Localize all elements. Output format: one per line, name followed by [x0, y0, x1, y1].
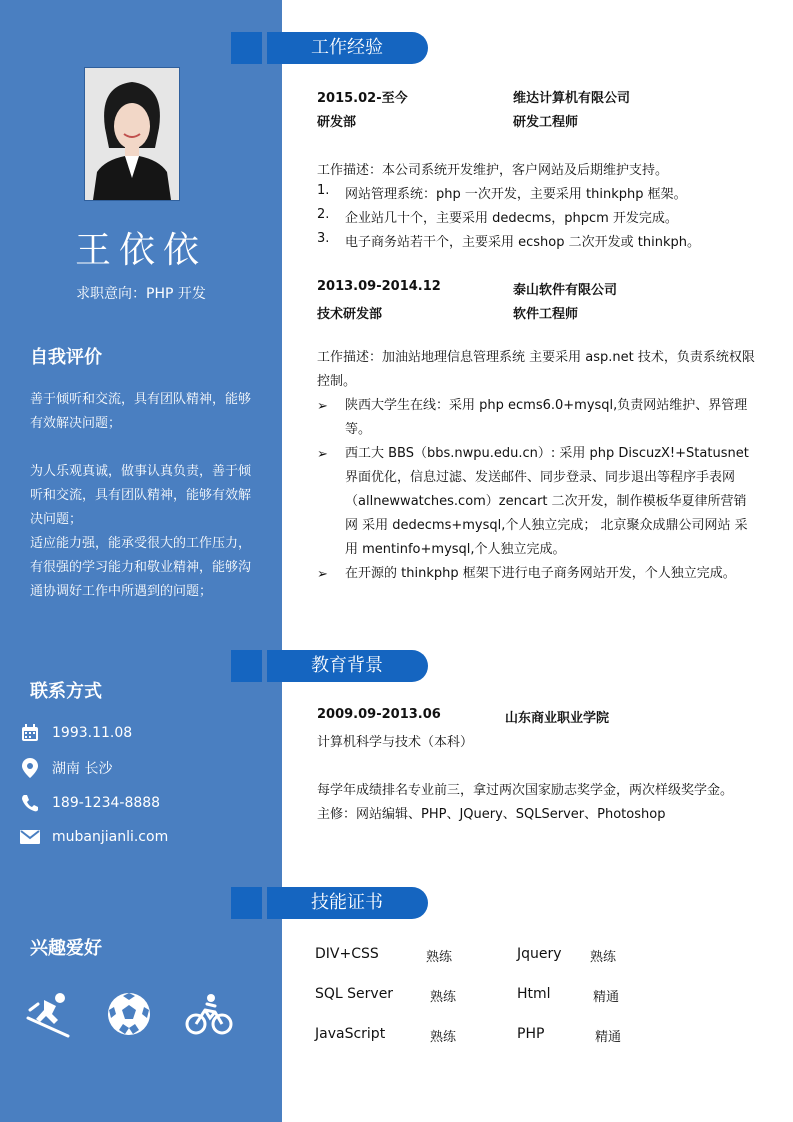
skill-level: 熟练	[430, 1030, 457, 1045]
skills-heading: 技能证书	[267, 887, 428, 919]
sidebar	[0, 0, 282, 1122]
contact-phone: 189-1234-8888	[52, 795, 161, 811]
job-1-role: 研发工程师	[513, 115, 579, 130]
self-eval-heading: 自我评价	[30, 347, 102, 368]
arrow-bullet-icon: ➢	[317, 399, 328, 414]
job-1-item-1-number: 1.	[317, 183, 330, 198]
hobbies-heading: 兴趣爱好	[30, 938, 102, 959]
skill-name: JavaScript	[315, 1026, 386, 1042]
skill-level: 熟练	[430, 990, 457, 1005]
job-1-item-1: 网站管理系统：php 一次开发，主要采用 thinkphp 框架。	[345, 187, 687, 202]
header-accent-block	[231, 887, 262, 919]
job-2-item-2: 西工大 BBS（bbs.nwpu.edu.cn）: 采用 php DiscuzX!+Statusnet 界面优化，信息过滤、发送邮件、同步登录、同步退出等程序手表网（allnewwatches.com）zencart 二次开发，制作模板华夏律所营销网 采用 dedecms+mysql,个人独立完成； 北京聚众成鼎公司网站 采用 mentinfo+mysql,个人独立完成。	[345, 446, 749, 557]
cycling-icon	[185, 990, 233, 1038]
education-school: 山东商业职业学院	[505, 711, 610, 726]
job-1-dept: 研发部	[317, 115, 357, 130]
job-2-desc: 工作描述：加油站地理信息管理系统 主要采用 asp.net 技术，负责系统权限控制。	[317, 350, 755, 389]
header-accent-block	[231, 32, 262, 64]
arrow-bullet-icon: ➢	[317, 447, 328, 462]
work-heading: 工作经验	[267, 32, 428, 64]
job-2-period: 2013.09-2014.12	[317, 279, 441, 294]
job-1-company: 维达计算机有限公司	[513, 91, 631, 106]
contact-location-row	[20, 756, 112, 780]
calendar-icon	[20, 723, 40, 743]
job-2-dept: 技术研发部	[317, 307, 383, 322]
job-1-period: 2015.02-至今	[317, 91, 408, 106]
phone-icon	[20, 793, 40, 813]
education-heading: 教育背景	[267, 650, 428, 682]
location-pin-icon	[20, 758, 40, 778]
skiing-icon	[24, 990, 72, 1038]
skill-name: PHP	[517, 1026, 545, 1042]
soccer-icon	[105, 990, 153, 1038]
job-2-role: 软件工程师	[513, 307, 579, 322]
contact-email: mubanjianli.com	[52, 829, 169, 845]
skill-name: Html	[517, 986, 551, 1002]
contact-birth-row	[20, 721, 132, 745]
self-eval-paragraph-3: 适应能力强，能承受很大的工作压力，有很强的学习能力和敬业精神，能够沟通协调好工作中所遇到的问题；	[30, 536, 252, 599]
job-1-desc: 工作描述：本公司系统开发维护，客户网站及后期维护支持。	[317, 163, 669, 178]
skill-level: 精通	[593, 990, 620, 1005]
job-2-company: 泰山软件有限公司	[513, 283, 618, 298]
skill-name: DIV+CSS	[315, 946, 379, 962]
contact-birth: 1993.11.08	[52, 725, 133, 741]
self-eval-paragraph-2: 为人乐观真诚，做事认真负责，善于倾听和交流，具有团队精神，能够有效解决问题；	[30, 464, 252, 527]
education-major: 计算机科学与技术（本科）	[317, 735, 474, 750]
education-period: 2009.09-2013.06	[317, 707, 441, 722]
profile-photo	[84, 67, 180, 201]
mail-icon	[20, 827, 40, 847]
job-2-item-3: 在开源的 thinkphp 框架下进行电子商务网站开发，个人独立完成。	[345, 566, 736, 581]
contact-email-row	[20, 825, 168, 849]
self-eval-paragraph-1: 善于倾听和交流，具有团队精神，能够有效解决问题；	[30, 392, 252, 431]
job-1-item-3: 电子商务站若干个，主要采用 ecshop 二次开发或 thinkph。	[345, 235, 700, 250]
education-honor: 每学年成绩排名专业前三，拿过两次国家励志奖学金，两次样级奖学金。	[317, 783, 734, 798]
skill-level: 熟练	[426, 950, 453, 965]
header-accent-block	[231, 650, 262, 682]
job-1-item-2-number: 2.	[317, 207, 330, 222]
job-2-item-1: 陕西大学生在线：采用 php ecms6.0+mysql,负责网站维护、界管理等。	[345, 398, 748, 437]
candidate-name: 王依依	[74, 230, 207, 271]
job-1-item-2: 企业站几十个，主要采用 dedecms，phpcm 开发完成。	[345, 211, 678, 226]
contact-heading: 联系方式	[30, 681, 102, 702]
job-intent: 求职意向：PHP 开发	[76, 286, 206, 302]
skill-level: 熟练	[590, 950, 617, 965]
skill-level: 精通	[595, 1030, 622, 1045]
job-1-item-3-number: 3.	[317, 231, 330, 246]
skill-name: SQL Server	[315, 986, 394, 1002]
education-courses: 主修：网站编辑、PHP、JQuery、SQLServer、Photoshop	[317, 807, 666, 822]
contact-location: 湖南 长沙	[52, 761, 113, 777]
contact-phone-row	[20, 791, 160, 815]
arrow-bullet-icon: ➢	[317, 567, 328, 582]
skill-name: Jquery	[517, 946, 562, 962]
